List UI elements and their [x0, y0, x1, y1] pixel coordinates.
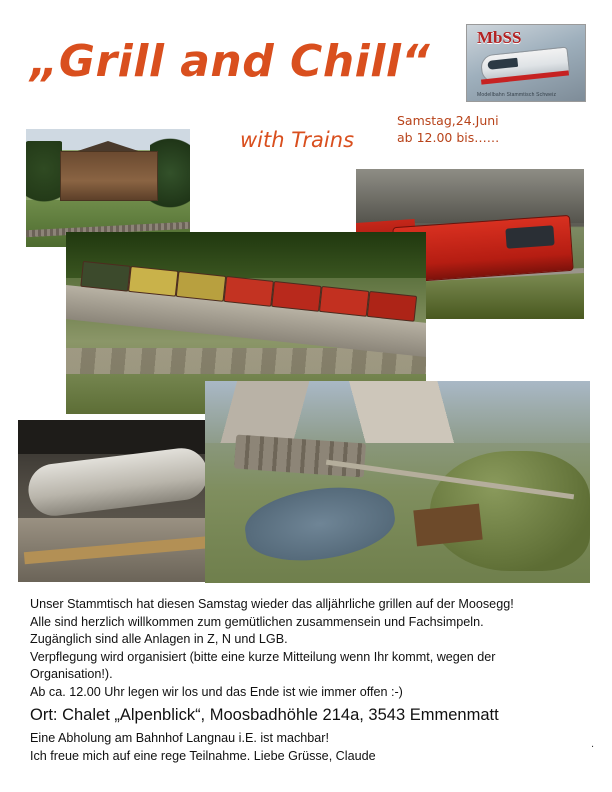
club-logo: [466, 24, 586, 102]
page-title: „Grill and Chill“: [30, 36, 431, 87]
closing-line-2: Ich freue mich auf eine rege Teilnahme. Liebe Grüsse, Claude: [30, 748, 376, 763]
stone-border: [66, 348, 426, 374]
photo-tunnel: [18, 420, 218, 582]
body-line-6: Ab ca. 12.00 Uhr legen wir los und das Ende ist wie immer offen :-): [30, 684, 403, 699]
location-line: Ort: Chalet „Alpenblick“, Moosbadhöhle 214a, 3543 Emmenmatt: [30, 706, 499, 724]
train-car: [271, 281, 321, 312]
body-line-4: Verpflegung wird organisiert (bitte eine kurze Mitteilung wenn Ihr kommt, wegen der: [30, 649, 496, 664]
lake-area: [241, 479, 399, 569]
event-date: Samstag,24.Juni: [397, 113, 499, 128]
train-car: [367, 291, 417, 322]
mountain-backdrop: [205, 381, 590, 443]
body-line-3: Zugänglich sind alle Anlagen in Z, N und LGB.: [30, 632, 288, 647]
photo-chalet: [26, 129, 190, 247]
closing-line-1: Eine Abholung am Bahnhof Langnau i.E. ist machbar!: [30, 731, 329, 745]
train-car: [128, 266, 178, 297]
body-line-2: Alle sind herzlich willkommen zum gemütlichen zusammensein und Fachsimpeln.: [30, 614, 484, 629]
logo-wordmark: MbSS: [477, 28, 522, 47]
train-car: [319, 286, 369, 317]
logo-subtitle: Modellbahn Stammtisch Schweiz: [477, 92, 557, 98]
background-wall: [356, 169, 584, 223]
loco-window: [505, 225, 554, 248]
event-date-block: [397, 112, 499, 146]
body-line-5: Organisation!).: [30, 667, 113, 682]
train-car: [223, 276, 273, 307]
train-car: [80, 261, 130, 292]
tree-left: [26, 141, 62, 211]
body-text: [30, 596, 590, 702]
train-car: [176, 271, 226, 302]
ploughed-field: [413, 504, 482, 547]
corner-mark: .: [590, 738, 594, 750]
page-subtitle: with Trains: [240, 128, 355, 152]
closing-text: [30, 730, 590, 765]
body-line-1: Unser Stammtisch hat diesen Samstag wieder das alljährliche grillen auf der Moosegg!: [30, 597, 514, 611]
chalet-building: [60, 151, 158, 201]
tunnel-tube: [26, 445, 211, 519]
photo-model-layout: [205, 381, 590, 583]
event-time: ab 12.00 bis……: [397, 130, 500, 145]
